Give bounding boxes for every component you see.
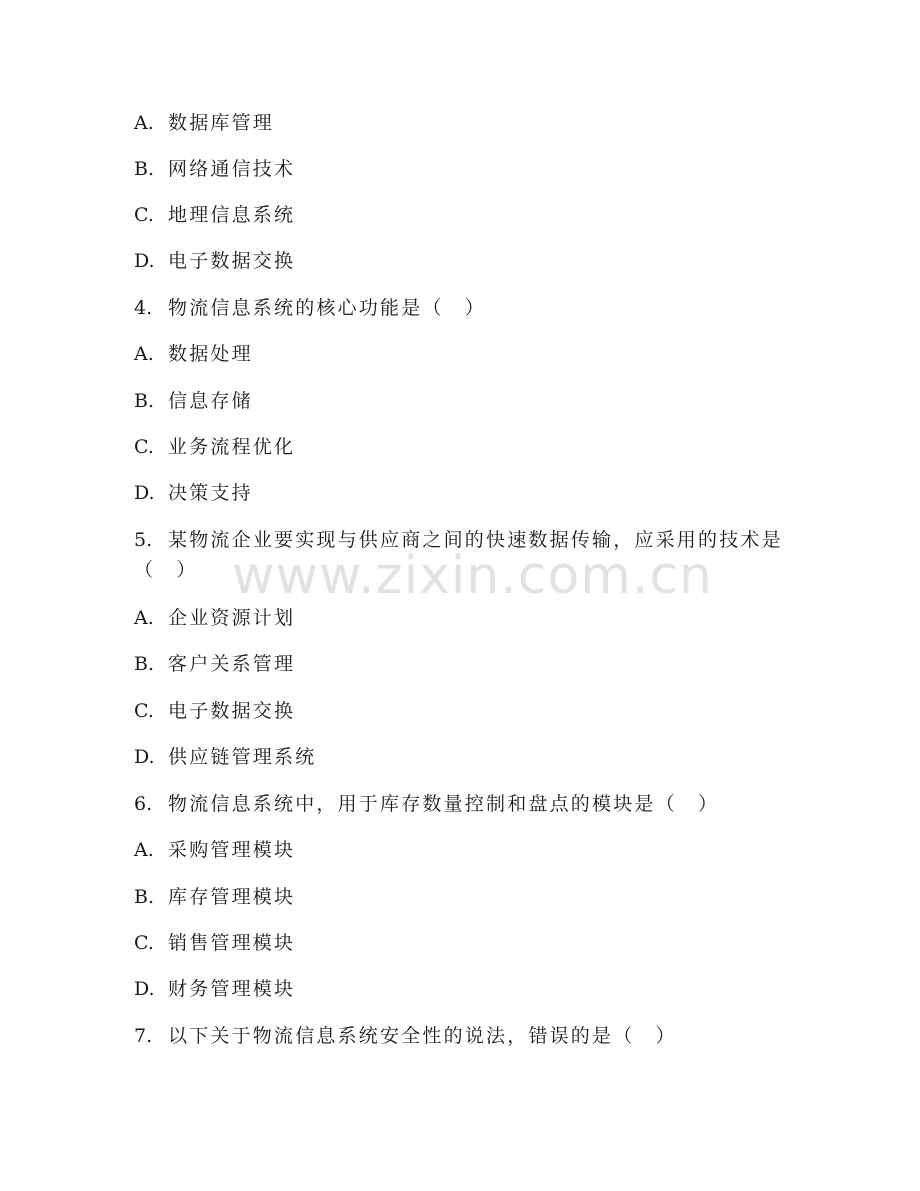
question-text: 物流信息系统的核心功能是（ ）	[168, 297, 487, 319]
question-text: 物流信息系统中，用于库存数量控制和盘点的模块是（ ）	[168, 793, 720, 815]
option-marker: A.	[134, 343, 154, 365]
q4-option-c	[134, 435, 295, 459]
option-marker: C.	[134, 932, 154, 954]
option-marker: B.	[134, 653, 155, 675]
q4-option-d	[134, 481, 253, 505]
option-text: 数据库管理	[168, 112, 275, 134]
option-marker: B.	[134, 390, 155, 412]
option-text: 客户关系管理	[168, 653, 296, 675]
question-number: 5.	[134, 529, 153, 551]
option-marker: C.	[134, 700, 154, 722]
q6-option-d	[134, 977, 295, 1001]
option-text: 库存管理模块	[168, 886, 296, 908]
q3-option-a	[134, 111, 274, 135]
question-text: 以下关于物流信息系统安全性的说法，错误的是（ ）	[168, 1025, 677, 1047]
option-text: 网络通信技术	[168, 158, 296, 180]
option-text: 数据处理	[168, 343, 253, 365]
option-marker: A.	[134, 607, 154, 629]
option-marker: D.	[134, 482, 155, 504]
option-text: 信息存储	[168, 390, 253, 412]
question-text: 某物流企业要实现与供应商之间的快速数据传输，应采用的技术是	[168, 529, 783, 551]
option-text: 电子数据交换	[168, 700, 296, 722]
option-text: 地理信息系统	[168, 204, 296, 226]
option-marker: D.	[134, 250, 155, 272]
q5-option-a	[134, 606, 295, 630]
option-marker: D.	[134, 978, 155, 1000]
q3-option-c	[134, 203, 295, 227]
q6-stem	[134, 792, 719, 816]
q4-stem	[134, 296, 486, 320]
question-number: 4.	[134, 297, 153, 319]
q5-stem-continued	[134, 558, 198, 582]
q4-option-a	[134, 342, 253, 366]
q3-option-b	[134, 157, 295, 181]
option-marker: B.	[134, 886, 155, 908]
option-text: 决策支持	[168, 482, 253, 504]
q4-option-b	[134, 389, 253, 413]
q5-option-c	[134, 699, 295, 723]
option-text: 电子数据交换	[168, 250, 296, 272]
question-number: 6.	[134, 793, 153, 815]
option-marker: B.	[134, 158, 155, 180]
option-text: 采购管理模块	[168, 839, 296, 861]
option-text: 销售管理模块	[168, 932, 296, 954]
q7-stem	[134, 1024, 677, 1048]
option-text: 财务管理模块	[168, 978, 296, 1000]
option-text: 业务流程优化	[168, 436, 296, 458]
option-marker: A.	[134, 112, 154, 134]
q6-option-a	[134, 838, 295, 862]
question-number: 7.	[134, 1025, 153, 1047]
q6-option-c	[134, 931, 295, 955]
watermark: www.zixin.com.cn	[232, 546, 713, 606]
option-marker: C.	[134, 204, 154, 226]
q5-option-d	[134, 745, 316, 769]
option-marker: D.	[134, 746, 155, 768]
option-text: 供应链管理系统	[168, 746, 317, 768]
option-text: 企业资源计划	[168, 607, 296, 629]
question-text-continued: （ ）	[134, 559, 198, 581]
q3-option-d	[134, 249, 295, 273]
q5-option-b	[134, 652, 295, 676]
q6-option-b	[134, 885, 295, 909]
option-marker: A.	[134, 839, 154, 861]
option-marker: C.	[134, 436, 154, 458]
